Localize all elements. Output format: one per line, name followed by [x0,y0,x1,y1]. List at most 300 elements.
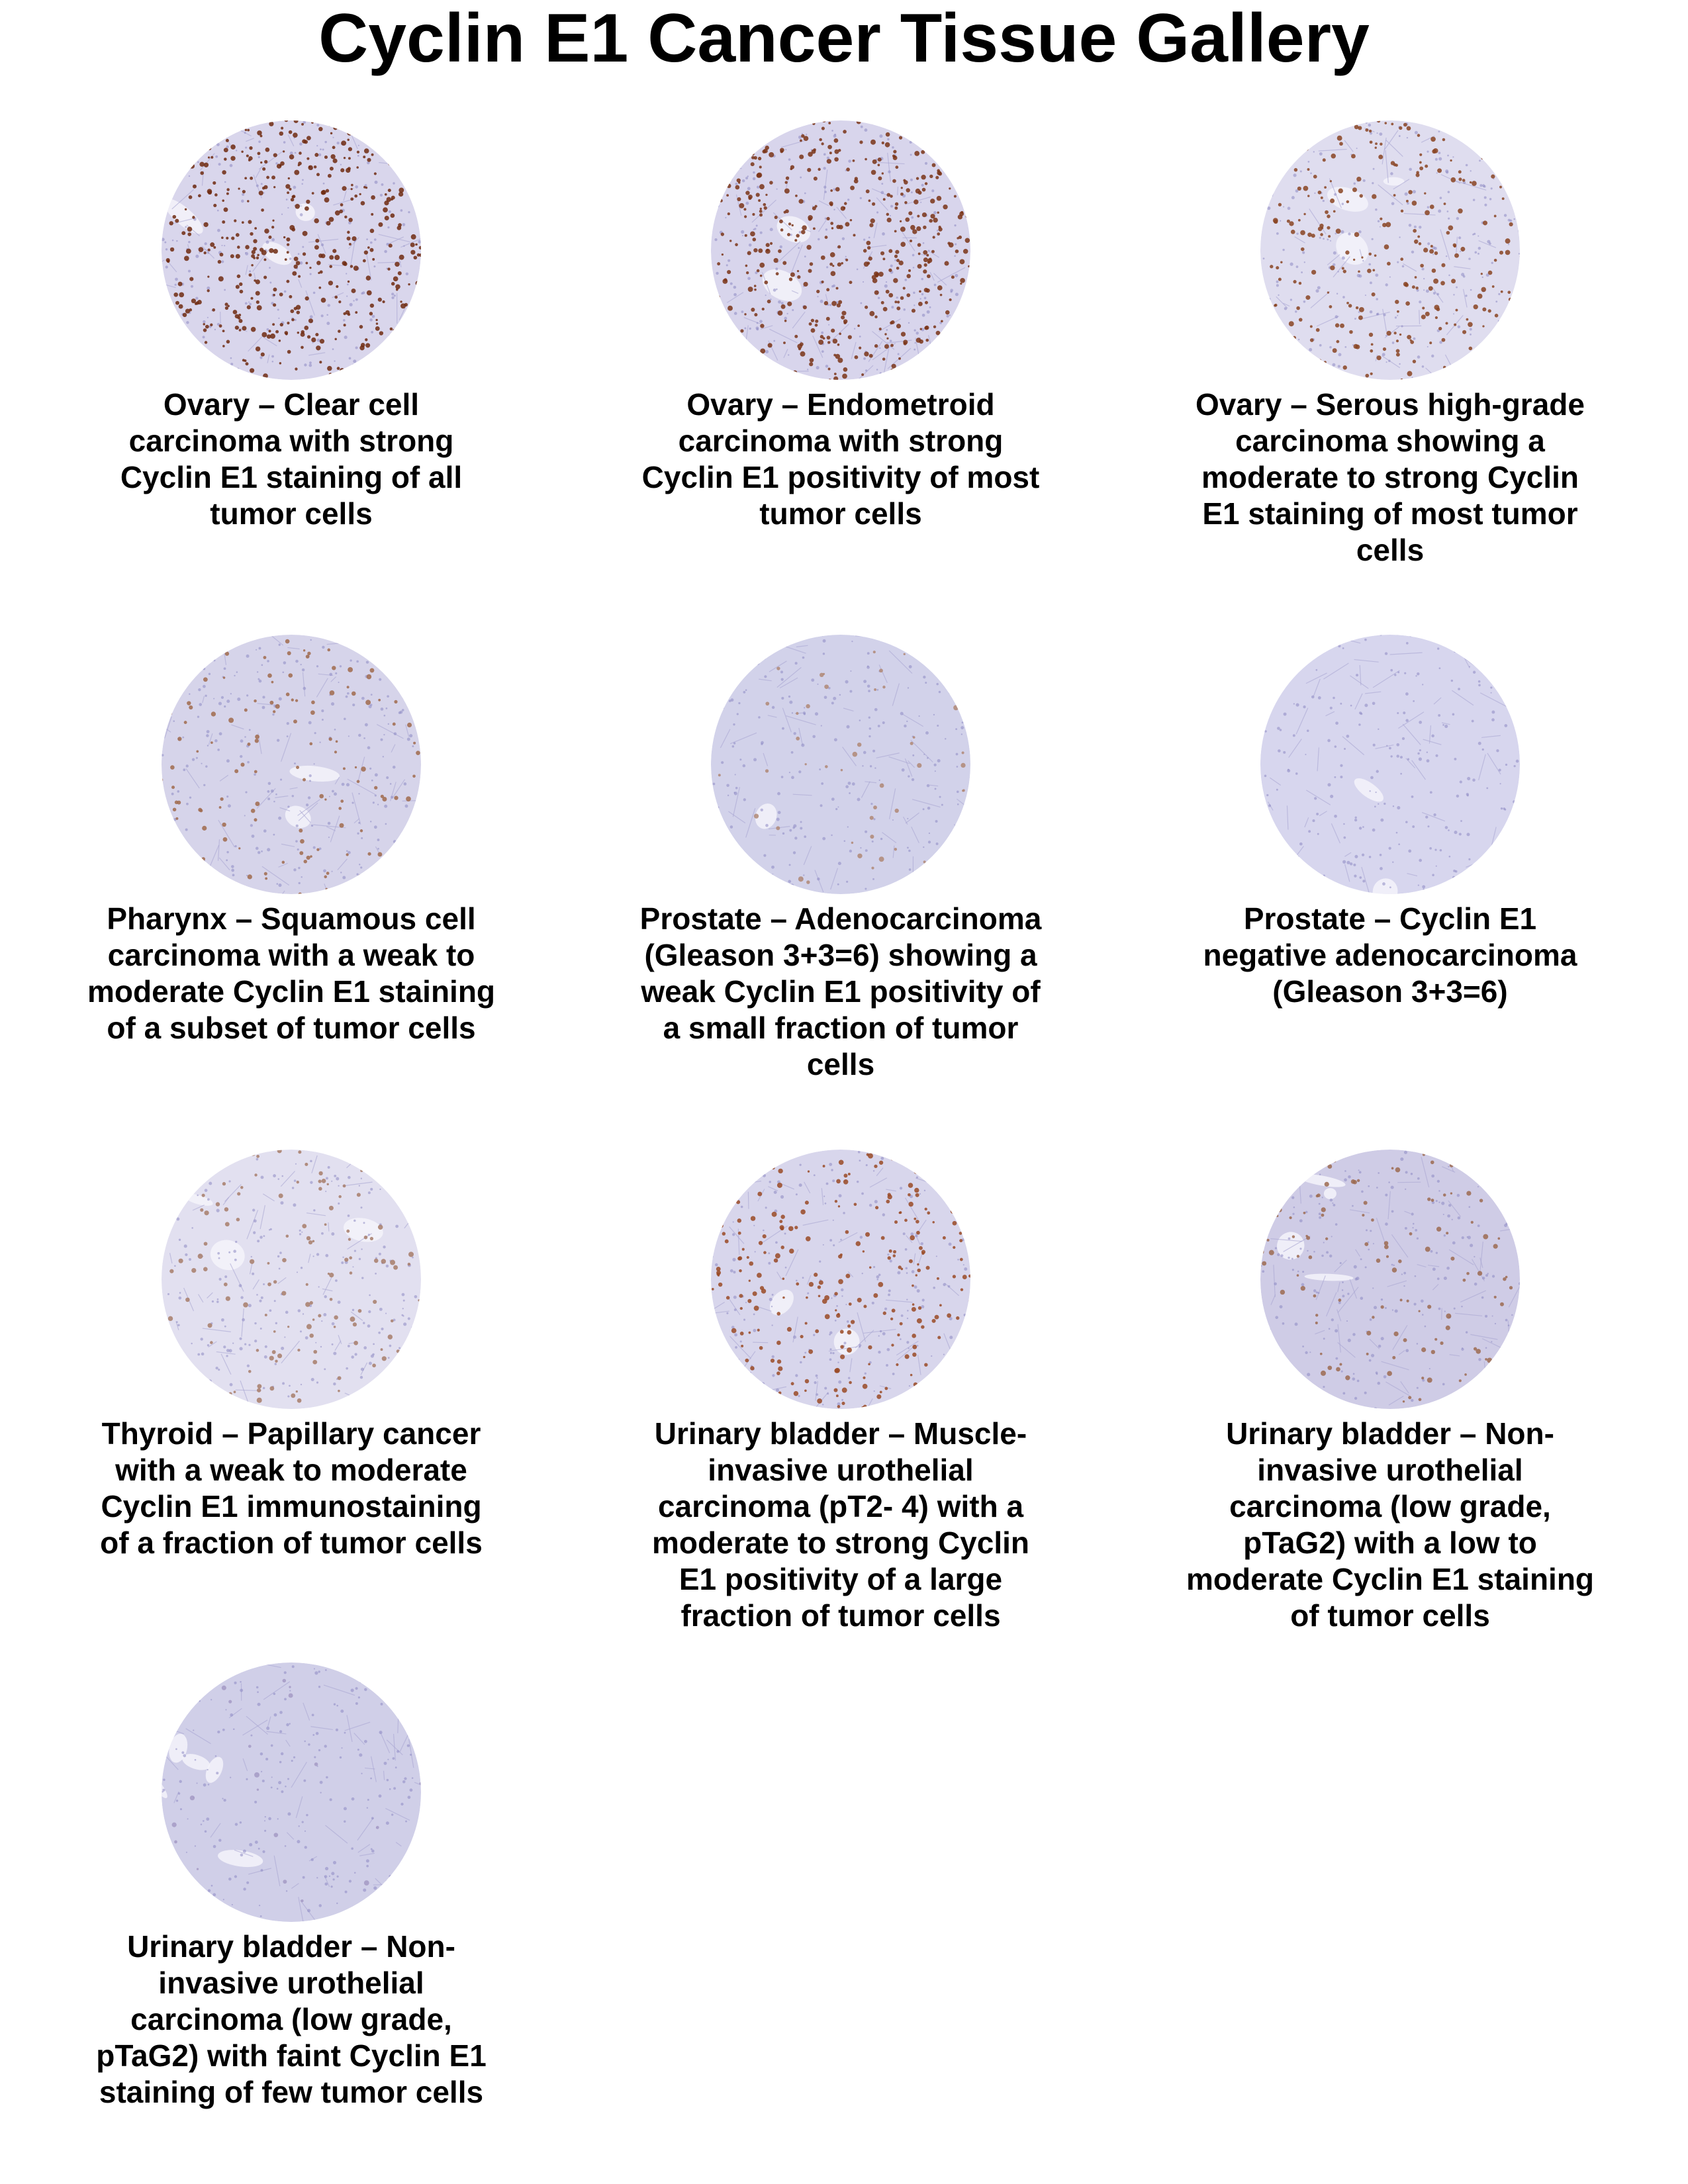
stained-nucleus [253,239,257,243]
stained-nucleus [236,254,240,259]
stained-nucleus [741,1345,743,1347]
stained-nucleus [1490,359,1493,362]
stained-nucleus [1387,1371,1392,1376]
stained-nucleus [394,796,398,799]
stained-nucleus [416,650,418,652]
stained-nucleus [1370,373,1373,375]
stained-nucleus [800,140,802,142]
stained-nucleus [374,172,377,175]
stained-nucleus [891,1158,894,1161]
stained-nucleus [204,163,209,167]
stained-nucleus [1260,187,1265,191]
stained-nucleus [921,175,925,179]
stained-nucleus [353,1322,357,1326]
stained-nucleus [761,887,765,891]
stained-nucleus [1485,1181,1489,1185]
stained-nucleus [205,325,209,329]
stained-nucleus [914,1188,919,1193]
stained-nucleus [834,157,839,161]
stained-nucleus [1462,330,1466,334]
stained-nucleus [324,876,327,879]
stained-nucleus [342,890,346,895]
stained-nucleus [863,1384,868,1389]
stained-nucleus [1453,244,1457,248]
stained-nucleus [295,367,297,370]
stained-nucleus [921,150,925,154]
stained-nucleus [320,270,323,273]
stained-nucleus [900,242,906,247]
stained-nucleus [964,1220,968,1224]
stained-nucleus [881,1236,885,1240]
stained-nucleus [762,357,767,361]
stained-nucleus [815,1330,819,1334]
stained-nucleus [367,852,371,856]
stained-nucleus [1335,323,1339,327]
stained-nucleus [758,374,761,377]
stained-nucleus [201,857,205,861]
stained-nucleus [314,1762,318,1766]
stained-nucleus [377,128,381,131]
stained-nucleus [166,157,168,159]
stained-nucleus [264,872,267,876]
stained-nucleus [778,310,783,316]
stained-nucleus [759,1241,763,1245]
stained-nucleus [714,1388,717,1391]
stained-nucleus [785,209,789,213]
stained-nucleus [291,198,294,201]
stained-nucleus [171,786,175,789]
stained-nucleus [899,380,902,383]
stained-nucleus [350,1271,352,1274]
stained-nucleus [367,674,372,680]
stained-nucleus [404,118,408,120]
stained-nucleus [859,140,863,144]
stained-nucleus [1260,351,1264,355]
stained-nucleus [264,258,267,261]
stained-nucleus [917,1269,921,1273]
stained-nucleus [735,243,738,246]
stained-nucleus [328,381,331,383]
stained-nucleus [1366,1331,1371,1336]
stained-nucleus [751,152,755,156]
stained-nucleus [818,340,823,345]
stained-nucleus [210,324,212,326]
stained-nucleus [964,1408,966,1411]
stained-nucleus [866,241,870,246]
stained-nucleus [712,1288,714,1291]
stained-nucleus [956,1353,960,1357]
stained-nucleus [318,1179,322,1183]
stained-nucleus [393,723,396,726]
stained-nucleus [283,236,285,238]
stained-nucleus [268,236,271,239]
stained-nucleus [379,1390,383,1394]
stained-nucleus [249,146,252,150]
stained-nucleus [159,361,161,365]
stained-nucleus [1488,1187,1491,1190]
stained-nucleus [920,328,922,330]
stained-nucleus [833,354,836,357]
stained-nucleus [1286,128,1288,130]
stained-nucleus [1280,261,1282,263]
stained-nucleus [1370,349,1373,353]
stained-nucleus [410,377,414,382]
stained-nucleus [747,1299,751,1303]
stained-nucleus [740,1332,744,1336]
stained-nucleus [332,666,336,670]
stained-nucleus [850,185,855,190]
stained-nucleus [814,177,818,181]
stained-nucleus [289,1693,293,1698]
stained-nucleus [350,265,353,267]
stained-nucleus [1507,122,1511,126]
stained-nucleus [800,351,806,357]
stained-nucleus [174,1841,177,1844]
stained-nucleus [385,1181,389,1186]
stained-nucleus [1298,146,1302,150]
stained-nucleus [937,232,940,236]
stained-nucleus [391,880,396,885]
tissue-core-background [1260,1150,1520,1409]
stained-nucleus [382,300,385,303]
stained-nucleus [814,1273,818,1277]
stained-nucleus [763,1147,766,1150]
stained-nucleus [1298,219,1301,222]
stained-nucleus [955,250,959,253]
stained-nucleus [391,1320,394,1323]
stained-nucleus [886,338,888,340]
stained-nucleus [330,132,332,134]
stained-nucleus [316,345,320,350]
stained-nucleus [409,1211,412,1214]
stained-nucleus [402,364,406,369]
stained-nucleus [1444,203,1446,205]
stained-nucleus [179,304,183,309]
stained-nucleus [257,130,261,135]
stained-nucleus [251,809,256,813]
stained-nucleus [944,1385,948,1388]
stained-nucleus [1419,166,1423,170]
stained-nucleus [312,1360,317,1365]
stained-nucleus [716,1218,718,1220]
stained-nucleus [834,138,839,143]
stained-nucleus [834,373,837,375]
stained-nucleus [845,259,848,261]
stained-nucleus [1321,197,1323,199]
stained-nucleus [414,154,418,158]
stained-nucleus [291,1409,295,1412]
stained-nucleus [857,1298,862,1302]
stained-nucleus [942,377,944,379]
stained-nucleus [1471,1404,1476,1409]
stained-nucleus [1321,1371,1326,1376]
stained-nucleus [162,1192,167,1197]
stained-nucleus [223,118,228,122]
stained-nucleus [797,344,802,349]
stained-nucleus [1287,154,1291,159]
stained-nucleus [932,1319,936,1323]
stained-nucleus [408,1181,413,1187]
stained-nucleus [1469,1157,1472,1160]
stained-nucleus [1289,1216,1291,1219]
stained-nucleus [750,1366,754,1370]
stained-nucleus [741,1369,744,1373]
stained-nucleus [226,237,228,240]
stained-nucleus [1315,1322,1318,1324]
stained-nucleus [311,338,316,342]
stained-nucleus [329,373,332,376]
stained-nucleus [919,1246,923,1250]
stained-nucleus [208,146,212,150]
stained-nucleus [381,635,385,638]
stained-nucleus [727,306,733,311]
stained-nucleus [722,140,726,143]
tissue-caption: Pharynx – Squamous cell carcinoma with a weak to moderate Cyclin E1 staining of a subset of tumor cells [87,901,496,1045]
stained-nucleus [869,311,874,316]
stained-nucleus [263,656,267,659]
stained-nucleus [937,171,941,175]
stained-nucleus [319,794,324,799]
stained-nucleus [865,306,868,309]
stained-nucleus [306,1283,308,1286]
stained-nucleus [264,160,267,163]
stained-nucleus [1380,143,1382,146]
stained-nucleus [1269,1250,1274,1255]
stained-nucleus [826,217,829,220]
stained-nucleus [364,1880,369,1886]
stained-nucleus [251,264,254,267]
stained-nucleus [1393,1332,1398,1336]
stained-nucleus [828,122,831,124]
stained-nucleus [778,1169,782,1173]
stained-nucleus [1510,1226,1514,1230]
stained-nucleus [409,351,414,355]
stained-nucleus [753,248,757,252]
stained-nucleus [247,305,251,309]
stained-nucleus [327,366,332,371]
stained-nucleus [886,1200,890,1204]
stained-nucleus [415,134,418,137]
stained-nucleus [236,1218,240,1222]
stained-nucleus [795,195,798,197]
stained-nucleus [299,851,303,855]
stained-nucleus [919,290,921,293]
stained-nucleus [393,329,395,331]
stained-nucleus [880,251,884,255]
stained-nucleus [727,126,729,129]
stained-nucleus [251,1151,256,1156]
stained-nucleus [791,1382,794,1385]
stained-nucleus [960,278,965,283]
stained-nucleus [840,1253,843,1256]
stained-nucleus [370,248,374,252]
stained-nucleus [755,362,760,367]
stained-nucleus [720,1224,724,1228]
stained-nucleus [943,1236,946,1240]
stained-nucleus [203,1267,208,1271]
stained-nucleus [955,1379,959,1383]
stained-nucleus [1323,363,1327,367]
stained-nucleus [167,259,170,263]
stained-nucleus [161,1184,164,1187]
stained-nucleus [183,140,185,143]
stained-nucleus [1421,1377,1424,1379]
stained-nucleus [869,1266,871,1268]
stained-nucleus [811,328,816,333]
stained-nucleus [1370,140,1373,144]
stained-nucleus [914,1218,916,1220]
stained-nucleus [895,809,899,813]
stained-nucleus [970,1350,973,1353]
stained-nucleus [872,203,875,206]
stained-nucleus [776,1312,780,1316]
stained-nucleus [1261,302,1263,304]
stained-nucleus [179,293,184,298]
stained-nucleus [779,367,784,372]
stained-nucleus [366,275,371,280]
stained-nucleus [406,175,410,179]
stained-nucleus [283,1679,286,1682]
stained-nucleus [1278,1383,1283,1388]
stained-nucleus [1310,325,1313,328]
stained-nucleus [926,1266,930,1270]
stained-nucleus [1423,248,1428,252]
stained-nucleus [419,253,422,257]
stained-nucleus [378,222,383,227]
stained-nucleus [721,165,725,169]
stained-nucleus [1330,180,1332,182]
stained-nucleus [961,763,965,768]
stained-nucleus [367,246,370,249]
stained-nucleus [293,719,297,723]
stained-nucleus [367,158,371,162]
stained-nucleus [400,124,404,127]
stained-nucleus [176,1173,178,1175]
stained-nucleus [929,219,933,223]
stained-nucleus [1365,128,1368,132]
stained-nucleus [379,331,383,335]
stained-nucleus [216,1202,220,1206]
stained-nucleus [416,1377,420,1382]
stained-nucleus [828,368,831,371]
stained-nucleus [348,157,351,159]
stained-nucleus [745,265,748,267]
stained-nucleus [371,213,373,216]
stained-nucleus [1324,186,1327,189]
stained-nucleus [908,1193,911,1197]
stained-nucleus [855,355,859,359]
stained-nucleus [1316,1160,1320,1163]
stained-nucleus [780,1246,784,1249]
stained-nucleus [383,1179,386,1183]
stained-nucleus [754,814,759,819]
stained-nucleus [400,870,403,872]
stained-nucleus [847,1330,852,1335]
stained-nucleus [771,1359,774,1363]
stained-nucleus [306,200,310,204]
stained-nucleus [353,1341,358,1345]
stained-nucleus [845,222,849,226]
stained-nucleus [1258,1203,1262,1206]
stained-nucleus [921,1252,924,1255]
stained-nucleus [848,335,852,339]
stained-nucleus [923,860,926,863]
stained-nucleus [936,331,941,336]
stained-nucleus [818,168,820,171]
stained-nucleus [744,313,746,315]
stained-nucleus [896,306,900,310]
stained-nucleus [962,193,967,198]
stained-nucleus [329,217,334,222]
stained-nucleus [760,348,765,353]
stained-nucleus [292,271,297,276]
stained-nucleus [328,281,333,285]
stained-nucleus [179,1387,183,1390]
stained-nucleus [257,1384,261,1388]
stained-nucleus [222,199,224,202]
stained-nucleus [1278,203,1282,206]
stained-nucleus [1427,1377,1432,1383]
stained-nucleus [368,132,372,136]
stained-nucleus [938,227,942,231]
stained-nucleus [303,231,308,236]
stained-nucleus [737,197,741,201]
stained-nucleus [941,320,943,322]
stained-nucleus [334,255,340,260]
stained-nucleus [267,673,272,678]
stained-nucleus [298,275,301,278]
stained-nucleus [890,322,893,325]
stained-nucleus [765,769,769,772]
stained-nucleus [302,1224,306,1228]
stained-nucleus [759,213,763,216]
stained-nucleus [324,1223,327,1226]
stained-nucleus [1258,371,1260,374]
stained-nucleus [160,1215,165,1220]
stained-nucleus [937,285,943,291]
stained-nucleus [1438,327,1442,330]
stained-nucleus [827,145,832,150]
stained-nucleus [966,1224,971,1228]
stained-nucleus [245,129,248,132]
stained-nucleus [827,159,831,163]
stained-nucleus [285,639,290,644]
stained-nucleus [951,1209,955,1214]
stained-nucleus [399,192,403,197]
stained-nucleus [839,1160,844,1165]
stained-nucleus [1509,222,1513,226]
stained-nucleus [827,341,830,343]
stained-nucleus [757,1273,762,1278]
stained-nucleus [279,340,281,341]
stained-nucleus [360,1163,364,1167]
stained-nucleus [896,259,900,262]
stained-nucleus [1415,287,1418,289]
stained-nucleus [257,1388,261,1392]
stained-nucleus [381,152,384,154]
stained-nucleus [242,190,246,193]
stained-nucleus [812,122,815,125]
stained-nucleus [1407,1300,1409,1302]
stained-nucleus [350,1316,355,1322]
stained-nucleus [1307,168,1310,171]
stained-nucleus [261,381,264,383]
stained-nucleus [900,220,902,222]
stained-nucleus [824,301,828,305]
stained-nucleus [185,208,187,210]
stained-nucleus [398,1388,403,1394]
stained-nucleus [398,271,402,275]
